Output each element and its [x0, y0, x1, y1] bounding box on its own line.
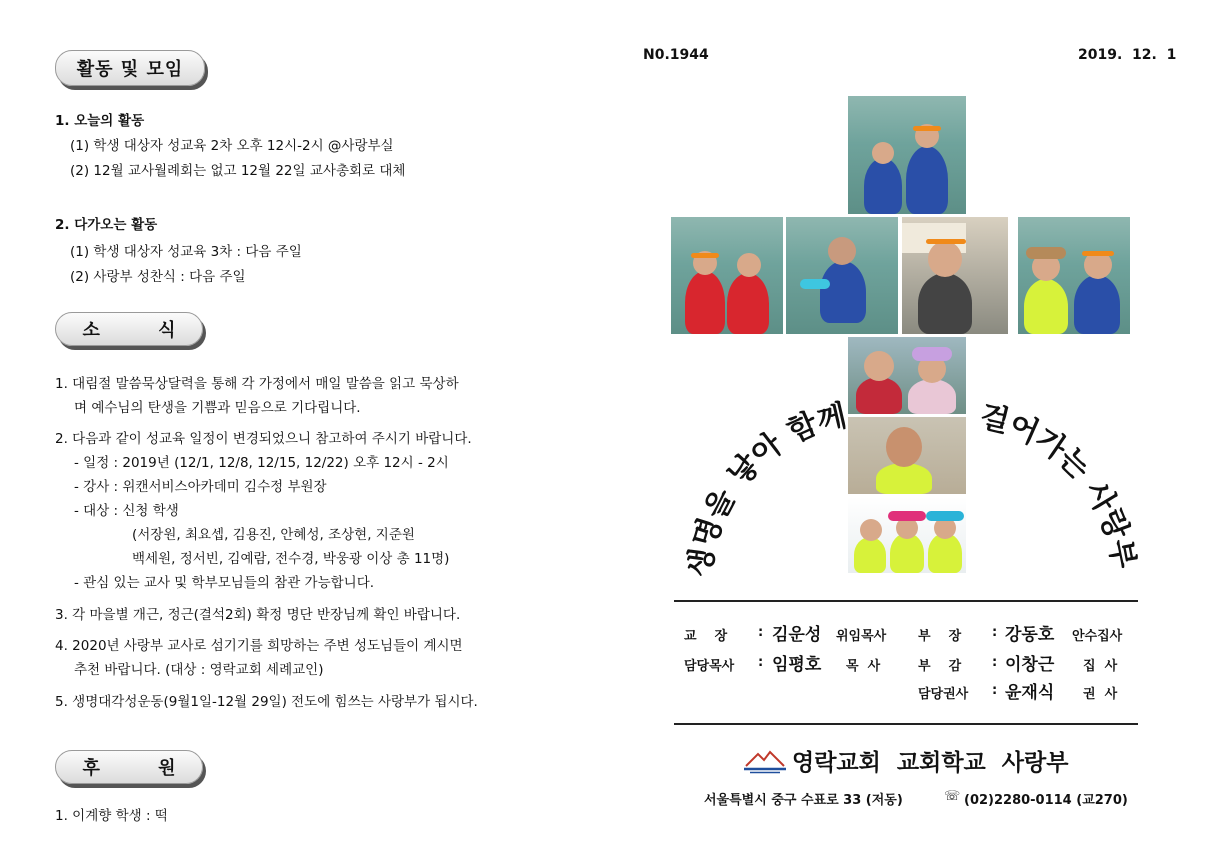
staff-name-3: 강동호: [1005, 625, 1055, 645]
staff-label-3: 부 장: [918, 629, 962, 644]
staff-role-1: 위임목사: [836, 629, 887, 644]
news-4-line1: 4. 2020년 사랑부 교사로 섬기기를 희망하는 주변 성도님들이 계시면: [55, 638, 463, 654]
slogan-right: 걸어가는 사랑부: [976, 399, 1142, 572]
upcoming-item-1: (1) 학생 대상자 성교육 3차 : 다음 주일: [70, 244, 302, 260]
staff-colon-5: :: [992, 683, 998, 698]
staff-label-4: 부 감: [918, 659, 962, 674]
section-title-news: 소 식: [55, 312, 203, 346]
staff-colon-3: :: [992, 625, 998, 640]
news-5: 5. 생명대각성운동(9월1일-12월 29일) 전도에 힘쓰는 사랑부가 됩시다.: [55, 694, 478, 710]
staff-role-2: 목 사: [846, 659, 881, 674]
divider-top: [674, 600, 1138, 602]
news-1-line2: 며 예수님의 탄생을 기쁨과 믿음으로 기다립니다.: [74, 400, 361, 416]
staff-label-2: 담당목사: [684, 659, 735, 674]
divider-bottom: [674, 723, 1138, 725]
issue-date: 2019. 12. 1: [1078, 47, 1177, 63]
news-2-target: - 대상 : 신청 학생: [74, 503, 179, 519]
section-title-activities: 활동 및 모임: [55, 50, 205, 86]
upcoming-heading: 2. 다가오는 활동: [55, 217, 158, 233]
staff-name-2: 임평호: [772, 655, 822, 675]
today-heading: 1. 오늘의 활동: [55, 113, 145, 129]
photo-top: [848, 96, 966, 214]
slogan-arcs: [670, 330, 1160, 600]
staff-name-1: 김운성: [772, 625, 822, 645]
news-2-lecturer: - 강사 : 위캔서비스아카데미 김수정 부원장: [74, 479, 327, 495]
photo-right: [1018, 217, 1130, 334]
slogan-left: 생명을 낳아 함께: [682, 398, 850, 580]
photo-left-2: [786, 217, 898, 334]
staff-role-5: 권 사: [1083, 687, 1118, 702]
news-2-line1: 2. 다음과 같이 성교육 일정이 변경되었으니 참고하여 주시기 바랍니다.: [55, 431, 472, 447]
today-item-1: (1) 학생 대상자 성교육 2차 오후 12시-2시 @사랑부실: [70, 138, 394, 154]
church-name: 영락교회 교회학교 사랑부: [792, 750, 1069, 776]
staff-label-5: 담당권사: [918, 687, 969, 702]
support-item: 1. 이계향 학생 : 떡: [55, 808, 168, 824]
staff-role-4: 집 사: [1083, 659, 1118, 674]
news-3: 3. 각 마을별 개근, 정근(결석2회) 확정 명단 반장님께 확인 바랍니다.: [55, 607, 461, 623]
news-2-schedule: - 일정 : 2019년 (12/1, 12/8, 12/15, 12/22) 오후 12시 - 2시: [74, 455, 449, 471]
staff-colon-1: :: [758, 625, 764, 640]
photo-center-right: [902, 217, 1008, 334]
church-logo-icon: [742, 748, 788, 774]
staff-label-1: 교 장: [684, 629, 728, 644]
news-2-visit: - 관심 있는 교사 및 학부모님들의 참관 가능합니다.: [74, 575, 375, 591]
staff-colon-2: :: [758, 655, 764, 670]
svg-text:걸어가는 사랑부: [976, 399, 1141, 571]
news-1-line1: 1. 대림절 말씀묵상달력을 통해 각 가정에서 매일 말씀을 읽고 묵상하: [55, 376, 459, 392]
news-2-names-1: (서장원, 최요셉, 김용진, 안혜성, 조상현, 지준원: [132, 527, 415, 543]
address: 서울특별시 중구 수표로 33 (저동): [704, 793, 903, 808]
staff-name-4: 이창근: [1005, 655, 1055, 675]
photo-left-1: [671, 217, 783, 334]
today-item-2: (2) 12월 교사월례회는 없고 12월 22일 교사총회로 대체: [70, 163, 406, 179]
staff-colon-4: :: [992, 655, 998, 670]
section-title-support: 후 원: [55, 750, 203, 784]
phone-icon: ☏: [944, 789, 961, 804]
svg-text:생명을 낳아 함께: [683, 398, 850, 579]
staff-role-3: 안수집사: [1072, 629, 1123, 644]
staff-name-5: 윤재식: [1005, 683, 1055, 703]
upcoming-item-2: (2) 사랑부 성찬식 : 다음 주일: [70, 269, 246, 285]
issue-number: N0.1944: [643, 47, 709, 63]
news-2-names-2: 백세원, 정서빈, 김예람, 전수경, 박웅광 이상 총 11명): [132, 551, 450, 567]
phone-number: (02)2280-0114 (교270): [964, 793, 1128, 808]
news-4-line2: 추천 바랍니다. (대상 : 영락교회 세례교인): [74, 662, 324, 678]
